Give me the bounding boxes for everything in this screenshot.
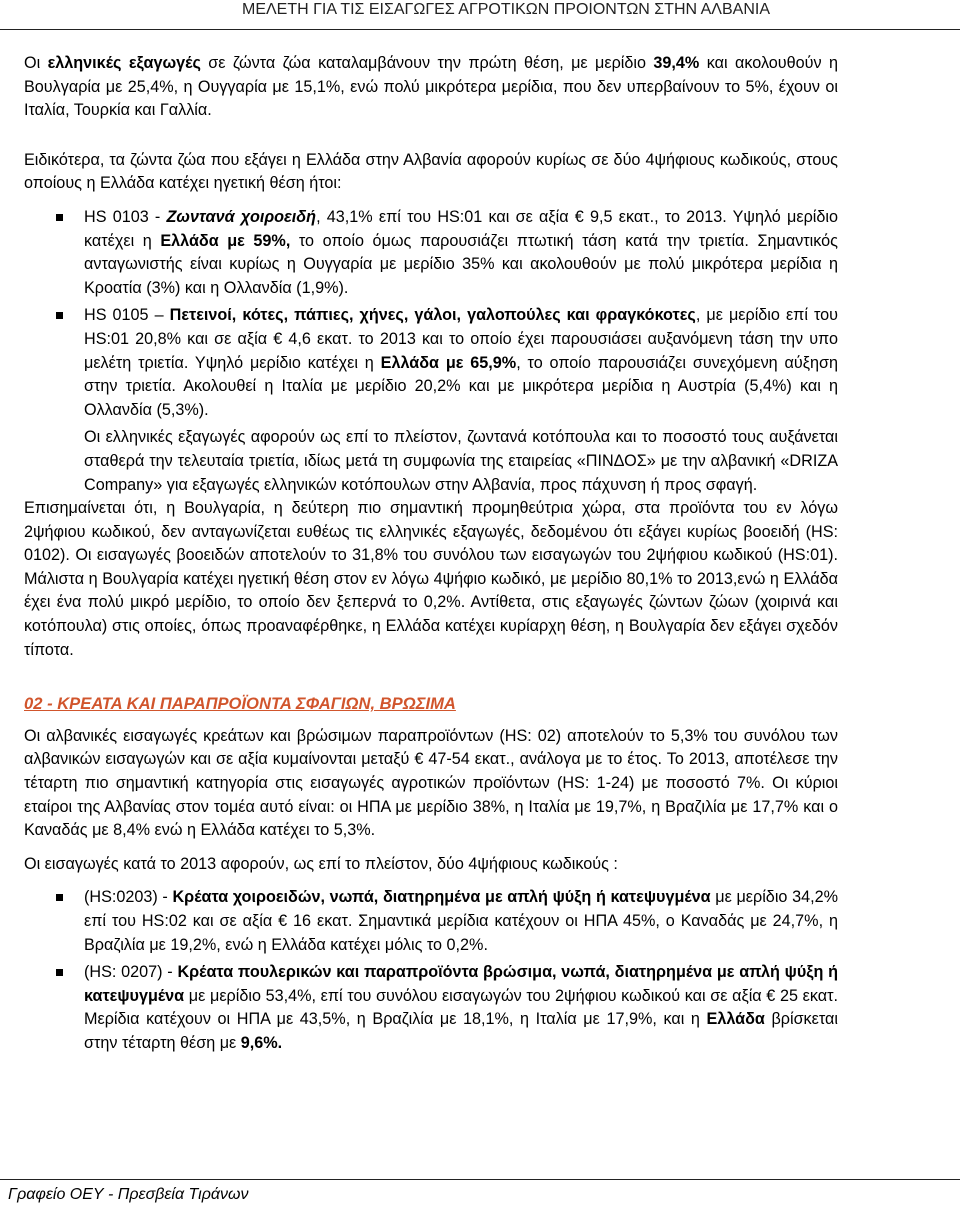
bold-text: Ελλάδα με 65,9% bbox=[380, 353, 517, 372]
bold-text: 39,4% bbox=[653, 54, 700, 72]
header-divider bbox=[0, 29, 960, 30]
paragraph-specifically: Ειδικότερα, τα ζώντα ζώα που εξάγει η Ελλάδα στην Αλβανία αφορούν κυρίως σε δύο 4ψήφιους κωδικούς, στους οποίους η Ελλάδα κατέχει ηγετική θέση ήτοι: bbox=[24, 150, 838, 193]
text: Οι bbox=[24, 54, 48, 72]
paragraph-greek-exports bbox=[24, 52, 838, 123]
bold-text: Ελλάδα bbox=[706, 1010, 765, 1029]
paragraph-meat-imports: Οι αλβανικές εισαγωγές κρεάτων και βρώσιμων παραπροϊόντων (HS: 02) αποτελούν το 5,3% του συνόλου των αλβανικών εισαγωγών και σε αξία κυμαίνονται μεταξύ € 47-54 εκατ., ανάλογα με το έτος. Το 2013, αποτέλεσε την τέταρτη πιο σημαντική κατηγορία στις εισαγωγές αγροτικών προϊόντων (HS: 1-24) με ποσοστό 7%. Οι κύριοι εταίροι της Αλβανίας στον τομέα αυτό είναι: οι ΗΠΑ με μερίδιο 38%, η Ιταλία με 19,7%, η Βραζιλία με 17,7% και ο Καναδάς με 8,4% ενώ η Ελλάδα κατέχει το 5,3%. bbox=[24, 726, 838, 840]
page-header bbox=[0, 0, 960, 26]
text: σε ζώντα ζώα καταλαμβάνουν την πρώτη θέση, με μερίδιο bbox=[200, 54, 654, 72]
bullet-list-meat bbox=[24, 886, 838, 1055]
footer-divider bbox=[0, 1179, 960, 1180]
paragraph-2013-imports: Οι εισαγωγές κατά το 2013 αφορούν, ως επί το πλείστον, δύο 4ψήφιους κωδικούς : bbox=[24, 854, 618, 873]
bullet-square-icon bbox=[56, 894, 63, 901]
bullet-square-icon bbox=[56, 214, 63, 221]
text: με μερίδιο 34,2% επί του HS:02 και σε αξία € 16 εκατ. Σημαντικά μερίδια κατέχουν οι ΗΠΑ 45%, ο Καναδάς με 24,7%, η Βραζιλία με 19,2%, ενώ η Ελλάδα κατέχει μόλις το 0,2%. bbox=[84, 888, 838, 954]
list-item bbox=[24, 886, 838, 957]
bold-text: 9,6%. bbox=[240, 1033, 283, 1052]
header-title: ΜΕΛΕΤΗ ΓΙΑ ΤΙΣ ΕΙΣΑΓΩΓΕΣ ΑΓΡΟΤΙΚΩΝ ΠΡΟΙΟΝΤΩΝ ΣΤΗΝ ΑΛΒΑΝΙΑ bbox=[241, 1, 770, 18]
bold-text: Ελλάδα με 59%, bbox=[160, 231, 291, 250]
text: (HS:0203) - bbox=[84, 888, 173, 907]
paragraph-bulgaria: Επισημαίνεται ότι, η Βουλγαρία, η δεύτερη πιο σημαντική προμηθεύτρια χώρα, στα προϊόντα του εν λόγω 2ψήφιου κωδικού, δεν ανταγωνίζεται ευθέως τις ελληνικές εξαγωγές, δεδομένου ότι εξάγει κυρίως βοοειδή (HS: 0102). Οι εισαγωγές βοοειδών αποτελούν το 31,8% του συνόλου των εισαγωγών του 2ψήφιου κωδικού (HS:01). Μάλιστα η Βουλγαρία κατέχει ηγετική θέση στον εν λόγω 4ψήφιο κωδικό, με μερίδιο 80,1% το 2013,ενώ η Ελλάδα έχει ένα πολύ μικρό μερίδιο, το οποίο δεν ξεπερνά το 0,2%. Αντίθετα, στις εξαγωγές ζώντων ζώων (χοιρινά και κοτόπουλα) στις οποίες, όπως προαναφέρθηκε, η Ελλάδα κατέχει κυρίαρχη θέση, η Βουλγαρία δεν εξάγει σχεδόν τίποτα. bbox=[24, 499, 838, 659]
list-item bbox=[24, 961, 838, 1055]
paragraph-chicken-exports: Οι ελληνικές εξαγωγές αφορούν ως επί το πλείστον, ζωντανά κοτόπουλα και το ποσοστό τους αυξάνεται σταθερά την τελευταία τριετία, ιδίως μετά τη συμφωνία της εταιρείας «ΠΙΝΔΟΣ» με την αλβανική «DRIZA Company» για εξαγωγές ελληνικών κοτόπουλων στην Αλβανία, προς πάχυνση ή προς σφαγή. bbox=[84, 428, 838, 494]
document-body bbox=[24, 52, 838, 1056]
bold-text: Κρέατα χοιροειδών, νωπά, διατηρημένα με απλή ψύξη ή κατεψυγμένα bbox=[172, 888, 711, 907]
bullet-square-icon bbox=[56, 969, 63, 976]
text: , 43,1% επί του HS:01 και σε αξία € 9,5 εκατ., το 2013. Υψηλό μερίδιο κατέχει η bbox=[84, 207, 838, 250]
text: , το οποίο παρουσιάζει συνεχόμενη αύξηση στην τριετία. Ακολουθεί η Ιταλία με μερίδιο 20,2% και με μικρότερα μερίδια η Αυστρία (5,4%) και η Ολλανδία (5,3%). bbox=[84, 353, 838, 419]
text: , με μερίδιο επί του HS:01 20,8% και σε αξία € 4,6 εκατ. το 2013 και το οποίο έχει παρουσιάσει αυξανόμενη τάση την υπο μελέτη τριετία. Υψηλό μερίδιο κατέχει η bbox=[84, 306, 838, 372]
bold-text: ελληνικές εξαγωγές bbox=[47, 54, 201, 72]
text: HS 0103 - bbox=[84, 207, 167, 226]
text: (HS: 0207) - bbox=[84, 963, 178, 982]
section-heading: 02 - ΚΡΕΑΤΑ ΚΑΙ ΠΑΡΑΠΡΟΪΟΝΤΑ ΣΦΑΓΙΩΝ, ΒΡΩΣΙΜΑ bbox=[24, 694, 456, 714]
page-footer: Γραφείο ΟΕΥ - Πρεσβεία Τιράνων bbox=[8, 1186, 249, 1203]
list-item bbox=[24, 304, 838, 422]
text: με μερίδιο 53,4%, επί του συνόλου εισαγωγών του 2ψήφιου κωδικού και σε αξία € 25 εκατ. Μερίδια κατέχουν οι ΗΠΑ με 43,5%, η Βραζιλία με 18,1%, η Ιταλία με 17,9%, και η bbox=[84, 986, 838, 1029]
list-item bbox=[24, 206, 838, 300]
text: βρίσκεται στην τέταρτη θέση με bbox=[84, 1010, 838, 1052]
text: το οποίο όμως παρουσιάζει πτωτική τάση κατά την τριετία. Σημαντικός ανταγωνιστής είναι κυρίως η Ουγγαρία με μερίδιο 35% και ακολουθούν με πολύ μικρότερα μερίδια η Κροατία (3%) και η Ολλανδία (1,9%). bbox=[84, 231, 838, 297]
text: και ακολουθούν η Βουλγαρία με 25,4%, η Ουγγαρία με 15,1%, ενώ πολύ μικρότερα μερίδια, που δεν υπερβαίνουν το 5%, έχουν οι Ιταλία, Τουρκία και Γαλλία. bbox=[24, 54, 839, 120]
bold-italic-text: Ζωντανά χοιροειδή bbox=[166, 207, 317, 226]
bold-text: Κρέατα πουλερικών και παραπροϊόντα βρώσιμα, νωπά, διατηρημένα με απλή ψύξη ή κατεψυγμένα bbox=[84, 963, 838, 1005]
bold-text: Πετεινοί, κότες, πάπιες, χήνες, γάλοι, γαλοπούλες και φραγκόκοτες bbox=[169, 306, 696, 325]
bullet-list-live-animals bbox=[24, 206, 838, 422]
bullet-square-icon bbox=[56, 312, 63, 319]
section-title bbox=[24, 692, 838, 717]
text: HS 0105 – bbox=[84, 306, 170, 325]
